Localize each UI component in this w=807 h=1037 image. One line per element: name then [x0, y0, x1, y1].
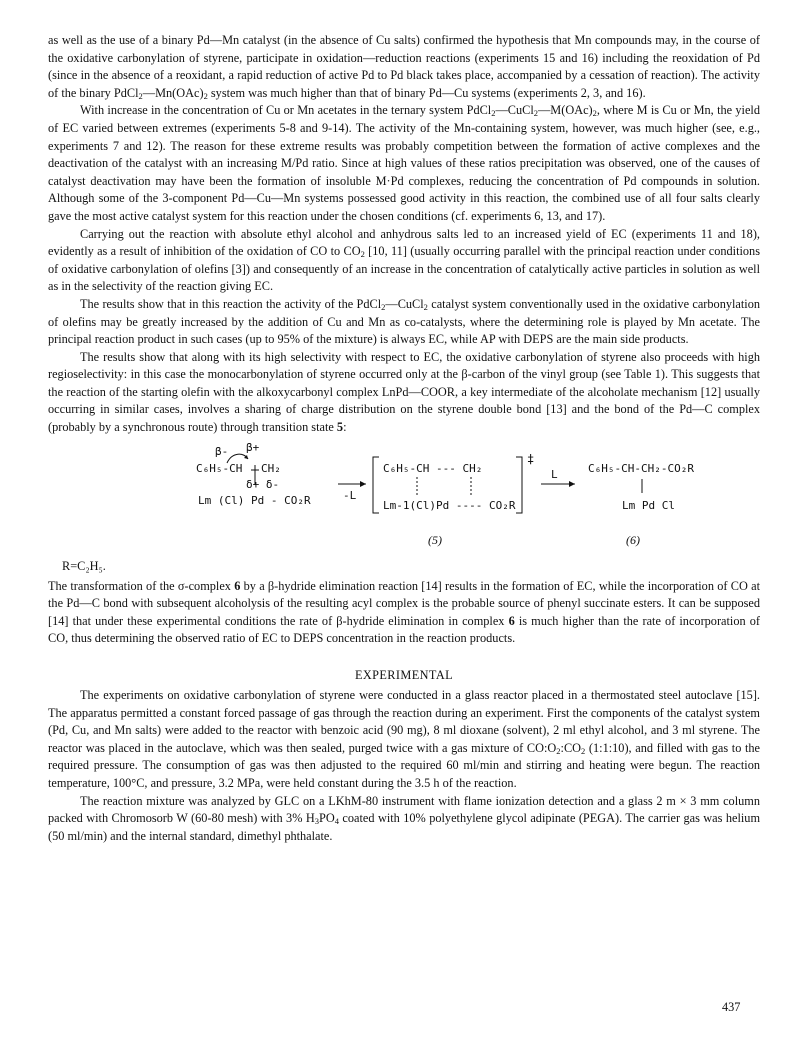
r-definition: R=C₂H₅.	[62, 558, 106, 573]
ts-top-line: C₆H₅-CH --- CH₂	[383, 461, 483, 475]
arrow-1-label: -L	[343, 488, 357, 502]
page-body	[48, 32, 760, 845]
label-5: (5)	[428, 532, 442, 547]
ts-bracket-right	[516, 457, 522, 513]
arrow-2-label: L	[551, 467, 558, 481]
ts-dagger: ‡	[527, 451, 535, 466]
delta-minus-beta: β-	[215, 444, 229, 458]
paragraph-6: The transformation of the σ-complex 6 by a β-hydride elimination reaction [14] results in the formation of EC, while the incorporation of CO at the Pd—C bond with subsequent alcoholysis of the resulting acyl complex is the probable source of phenyl succinate esters. It can be supposed [14] that under these experimental conditions the rate of β-hydride elimination in complex 6 is much higher than the rate of incorporation of CO, thus determining the observed ratio of EC to DEPS concentration in the reaction products.	[48, 578, 760, 646]
product-top: C₆H₅-CH-CH₂-CO₂R	[588, 461, 694, 475]
paragraph-3: Carrying out the reaction with absolute ethyl alcohol and anhydrous salts led to an increased yield of EC (experiments 11 and 18), evidently as a result of inhibition of the oxidation of CO to $CO_2$ [10, 11] (usually occurring parallel with the principal reaction under conditions of oxidative carbonylation of olefins [3]) and consequently of an increase in the concentration of catalytically active particles in solution as well as in the selectivity of the reaction giving EC.	[48, 226, 760, 294]
paragraph-4: The results show that in this reaction the activity of the PdCl$_2$—CuCl$_2$ catalyst system conventionally used in the oxidative carbonylation of olefins may be greatly increased by the addition of Cu and Mn as co-catalysts, where the determining role is played by Mn acetate. The principal reaction product in such cases (up to 95% of the mixture) is always EC, while AP with DEPS are the main side products.	[48, 296, 760, 347]
paragraph-2: With increase in the concentration of Cu or Mn acetates in the ternary system $PdCl_2—CuCl_2—M(OAc)_2$, where M is Cu or Mn, the yield of EC varied between extremes (experiments 5-8 and 9-14). The activity of the Mn-containing system, however, was much higher (see, e.g., experiments 7 and 12). The reason for these extreme results was probably competition between the formation of active complexes and the deactivation of the catalyst with an increasing M/Pd ratio. Since at high values of these ratios precipitation was observed, one of the causes of catalyst deactivation may have been the formation of insoluble M·Pd complexes, reducing the concentration of Pd compounds in solution. Although some of the 3-component Pd—Cu—Mn systems possessed good activity in this reaction, the combined use of all four salts clearly gave the most active catalyst system for this reaction under the chosen conditions (cf. experiments 6, 13, and 17).	[48, 103, 760, 223]
paragraph-5: The results show that along with its high selectivity with respect to EC, the oxidative carbonylation of styrene also proceeds with high regioselectivity: in this case the monocarbonylation of styrene occurred only at the β-carbon of the vinyl group (see Table 1). This suggests that the reaction of the starting olefin with the alkoxycarbonyl complex LnPd—COOR, a key intermediate of the alcoholate mechanism [12] usually occurring in similar cases, involves a sharing of charge distribution on the styrene double bond [13] and the bond of the Pd—C complex (probably by a synchronous route) through transition state 5:	[48, 349, 760, 435]
product-pd: Lm Pd Cl	[622, 498, 675, 512]
ts-bottom-line: Lm-1(Cl)Pd ---- CO₂R	[383, 498, 516, 512]
experimental-paragraph-2: The reaction mixture was analyzed by GLC on a LKhM-80 instrument with flame ionization detection and a glass 2 m × 3 mm column packed with Chromosorb W (60-80 mesh) with 3% $H_3PO_4$ coated with 10% polyethylene glycol adipinate (PEGA). The carrier gas was helium (50 ml/min) and the internal standard, dimethyl phthalate.	[48, 793, 761, 843]
delta-charges: δ+ δ-	[246, 477, 280, 491]
reaction-scheme	[48, 441, 760, 559]
page-number: 437	[722, 1000, 741, 1014]
left-ch2: CH₂	[261, 461, 281, 475]
experimental-paragraph-1: The experiments on oxidative carbonylation of styrene were conducted in a glass reactor placed in a thermostated steel autoclave [15]. The apparatus permitted a constant forced passage of gas through the reaction during an experiment. First the components of the catalyst system (Pd, Cu, and Mn salts) were added to the reactor with benzoic acid (90 mg), 8 ml dioxane (solvent), 2 ml ethyl alcohol, and 3 ml styrene. The reactor was placed in the autoclave, which was then sealed, purged twice with a gas mixture of $CO:O_2:CO_2$ (1:1:10), and filled with gas to the required pressure. The consumption of gas was then adjusted to the required 60 ml/min and stirring and heating were begun. The reaction temperature, 100°C, and pressure, 3.2 MPa, were held constant during the 3.5 h of the reaction.	[48, 688, 760, 790]
ts-bracket-left	[373, 457, 379, 513]
section-heading: EXPERIMENTAL	[354, 668, 454, 683]
reaction-arrow-1-head	[360, 481, 366, 487]
delta-plus-beta: β+	[246, 440, 260, 454]
reaction-scheme-drawing	[48, 441, 760, 559]
reaction-arrow-2-head	[569, 481, 575, 487]
label-6: (6)	[626, 532, 640, 547]
paragraph-1: as well as the use of a binary Pd—Mn catalyst (in the absence of Cu salts) confirmed the hypothesis that Mn compounds may, in the course of the oxidative carbonylation of styrene, participate in oxidation—reduction reactions (experiments 15 and 16) including the reoxidation of Pd (since in the absence of a reoxidant, a rapid reduction of active Pd to Pd black takes place, accompanied by a cessation of reaction). The activity of the binary $PdCl_2—Mn(OAc)_2$ system was much higher than that of binary Pd—Cu systems (experiments 2, 3, and 16).	[48, 33, 760, 101]
left-pd-complex: Lm (Cl) Pd - CO₂R	[198, 493, 311, 507]
left-styrene: C₆H₅-CH	[196, 461, 243, 475]
